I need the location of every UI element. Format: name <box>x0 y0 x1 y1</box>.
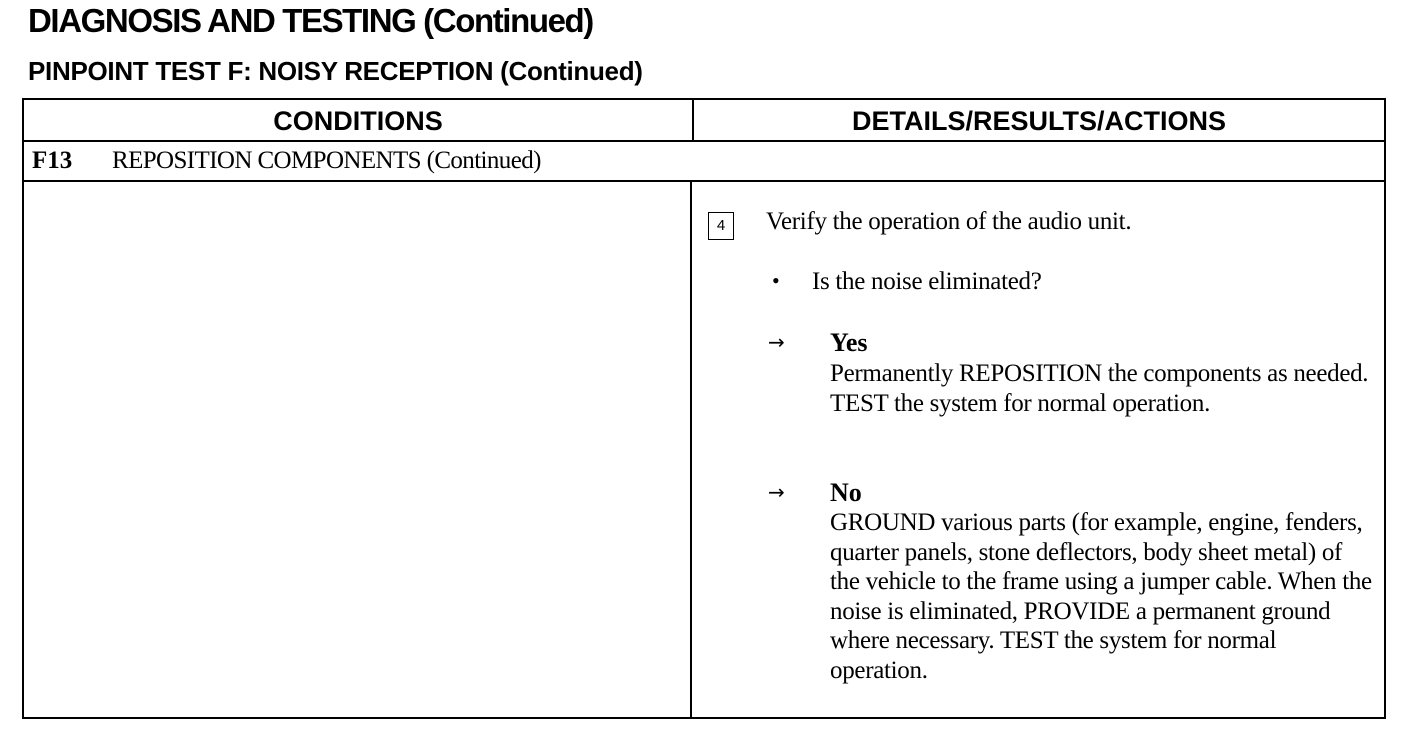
details-cell <box>692 182 1384 717</box>
table-body-row <box>24 182 1384 717</box>
section-title: PINPOINT TEST F: NOISY RECEPTION (Continued) <box>28 56 643 86</box>
yes-result-label: Yes <box>830 328 868 357</box>
no-result-action: GROUND various parts (for example, engine, fenders, quarter panels, stone deflectors, body sheet metal) of the vehicle to the frame using a jumper cable. When the noise is eliminated, PROVIDE a permanent ground where necessary. TEST the system for normal operation. <box>830 509 1372 684</box>
bullet-icon: • <box>772 268 780 293</box>
step-instruction: Verify the operation of the audio unit. <box>766 208 1132 235</box>
step-number-box: 4 <box>708 212 734 240</box>
no-result-label: No <box>830 478 862 507</box>
yes-result-action: Permanently REPOSITION the components as needed. TEST the system for normal operation. <box>830 360 1369 417</box>
step-id: F13 <box>32 147 73 174</box>
column-header-details: DETAILS/RESULTS/ACTIONS <box>851 106 1226 136</box>
conditions-cell <box>24 182 692 717</box>
step-row <box>24 142 1384 182</box>
yes-arrow-icon: → <box>768 330 785 354</box>
step-title: REPOSITION COMPONENTS (Continued) <box>112 147 541 174</box>
table-header-row <box>24 100 1384 142</box>
check-question: Is the noise eliminated? <box>812 268 1042 295</box>
pinpoint-test-table <box>22 98 1386 719</box>
column-header-conditions: CONDITIONS <box>24 100 694 140</box>
no-arrow-icon: → <box>768 480 785 504</box>
page-title: DIAGNOSIS AND TESTING (Continued) <box>28 2 593 39</box>
